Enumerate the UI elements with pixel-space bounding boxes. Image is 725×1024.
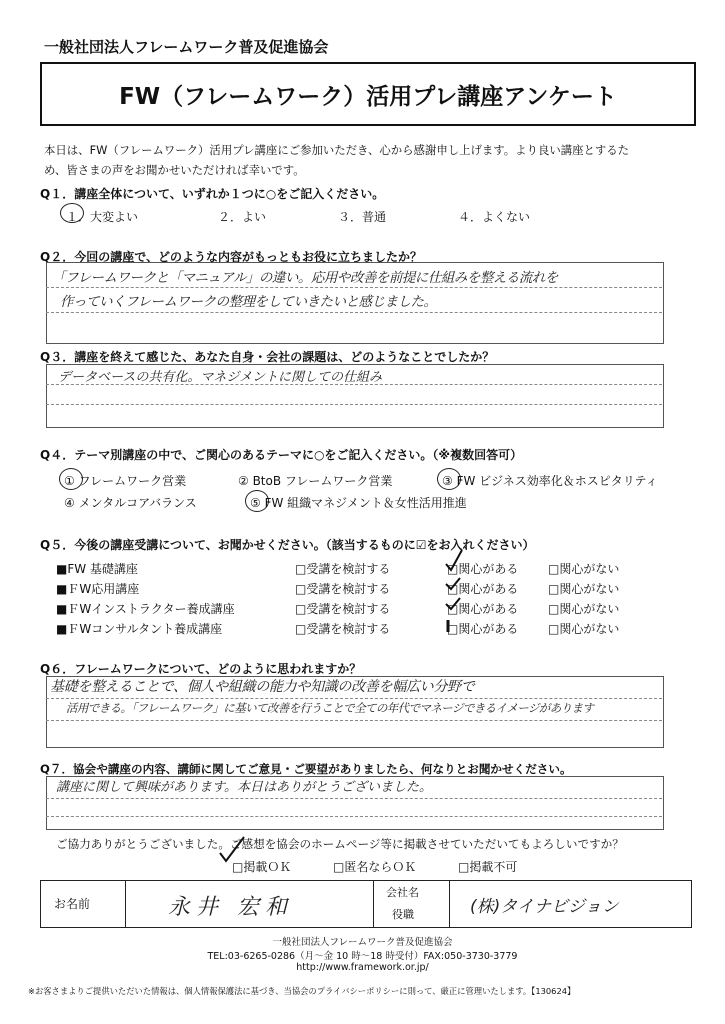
consent-text: ご協力ありがとうございました。ご感想を協会のホームページ等に掲載させていただいてもよろしいですか？	[56, 837, 624, 851]
q2-line	[46, 312, 662, 313]
q1-option-4[interactable]: ４．よくない	[458, 210, 531, 224]
q5-r4-not-interested[interactable]: □関心がない	[548, 622, 620, 636]
q5-title: Q５．今後の講座受講について、お聞かせください。（該当するものに☑をお入れください）	[40, 538, 535, 552]
q5-course-3: ■ＦWインストラクター養成講座	[56, 602, 235, 616]
name-label: お名前	[54, 897, 91, 911]
consent-option-anonymous[interactable]: □匿名ならＯＫ	[333, 860, 417, 874]
q5-course-1: ■FW 基礎講座	[56, 562, 138, 576]
footer-org: 一般社団法人フレームワーク普及促進協会	[272, 937, 453, 948]
footer-url[interactable]: http://www.framework.or.jp/	[296, 962, 429, 973]
q1-option-1[interactable]: １．大変よい	[66, 210, 139, 224]
q6-title: Q６．フレームワークについて、どのように思われますか？	[40, 662, 362, 676]
q4-option-5[interactable]: ⑤ FW 組織マネジメント＆女性活用推進	[250, 496, 467, 510]
q4-title: Q４．テーマ別講座の中で、ご関心のあるテーマに○をご記入ください。（※複数回答可）	[40, 448, 523, 462]
q7-answer-line1: 講座に関して興味があります。本日はありがとうございました。	[56, 780, 432, 795]
q5-r4-consider[interactable]: □受講を検討する	[295, 622, 391, 636]
q2-answer-line2: 作っていくフレームワークの整理をしていきたいと感じました。	[60, 294, 437, 310]
q2-line	[46, 287, 662, 288]
q5-r1-not-interested[interactable]: □関心がない	[548, 562, 620, 576]
q5-checkmarks	[440, 548, 470, 643]
q4-option-4[interactable]: ④ メンタルコアバランス	[64, 496, 197, 510]
q5-course-2: ■ＦW応用講座	[56, 582, 140, 596]
q4-option-2[interactable]: ② BtoB フレームワーク営業	[238, 474, 393, 488]
company-value[interactable]: (株)タイナビジョン	[470, 897, 619, 917]
q5-course-4: ■ＦWコンサルタント養成講座	[56, 622, 223, 636]
consent-option-ok[interactable]: □掲載ＯＫ	[232, 860, 292, 874]
intro-line2: め、皆さまの声をお聞かせいただければ幸いです。	[44, 163, 305, 177]
name-value[interactable]: 永井 宏和	[168, 895, 293, 920]
q4-option-3[interactable]: ③ FW ビジネス効率化＆ホスピタリティ	[442, 474, 658, 488]
footer-notice: ※お客さまよりご提供いただいた情報は、個人情報保護法に基づき、当協会のプライバシーポリシーに則って、厳正に管理いたします。【130624】	[28, 986, 576, 996]
q5-r4-interested[interactable]: □関心がある	[447, 622, 519, 636]
q1-option-3[interactable]: ３．普通	[338, 210, 387, 224]
org-name: 一般社団法人フレームワーク普及促進協会	[44, 38, 329, 56]
q5-r2-consider[interactable]: □受講を検討する	[295, 582, 391, 596]
q5-r2-not-interested[interactable]: □関心がない	[548, 582, 620, 596]
q7-line	[46, 798, 662, 799]
title-box	[40, 62, 696, 126]
q5-r3-not-interested[interactable]: □関心がない	[548, 602, 620, 616]
q6-answer-line2: 活用できる。「フレームワーク」に基いて改善を行うことで全ての年代でマネージできるイメージがあります	[66, 701, 594, 715]
q2-title: Q２．今回の講座で、どのような内容がもっともお役に立ちましたか？	[40, 250, 422, 264]
footer-tel: TEL:03-6265-0286（月～金 10 時～18 時受付）FAX:050-3730-3779	[207, 951, 518, 962]
q5-r2-interested[interactable]: □関心がある	[447, 582, 519, 596]
q5-r3-interested[interactable]: □関心がある	[447, 602, 519, 616]
q3-answer-line1: データベースの共有化。マネジメントに関しての仕組み	[58, 370, 382, 385]
q6-line	[46, 720, 662, 721]
q1-option-2[interactable]: ２．よい	[218, 210, 267, 224]
q5-r3-consider[interactable]: □受講を検討する	[295, 602, 391, 616]
q1-title: Q１．講座全体について、いずれか１つに○をご記入ください。	[40, 187, 385, 201]
q3-title: Q３．講座を終えて感じた、あなた自身・会社の課題は、どのようなことでしたか？	[40, 350, 495, 364]
q7-title: Q７．協会や講座の内容、講師に関してご意見・ご要望がありましたら、何なりとお聞かせください。	[40, 762, 572, 776]
q5-r1-consider[interactable]: □受講を検討する	[295, 562, 391, 576]
q6-line	[46, 698, 662, 699]
position-label: 役職	[392, 908, 414, 921]
page-title: FW（フレームワーク）活用プレ講座アンケート	[119, 84, 617, 110]
q7-line	[46, 816, 662, 817]
consent-option-no[interactable]: □掲載不可	[458, 860, 518, 874]
q2-answer-line1: 「フレームワークと「マニュアル」の違い。応用や改善を前提に仕組みを整える流れを	[52, 270, 558, 286]
q5-r1-interested[interactable]: □関心がある	[447, 562, 519, 576]
company-label: 会社名	[386, 886, 419, 899]
q3-line	[46, 404, 662, 405]
intro-line1: 本日は、FW（フレームワーク）活用プレ講座にご参加いただき、心から感謝申し上げます。より良い講座とするた	[44, 143, 630, 157]
q6-answer-line1: 基礎を整えることで、個人や組織の能力や知識の改善を幅広い分野で	[50, 679, 475, 695]
q4-option-1[interactable]: ① フレームワーク営業	[64, 474, 187, 488]
